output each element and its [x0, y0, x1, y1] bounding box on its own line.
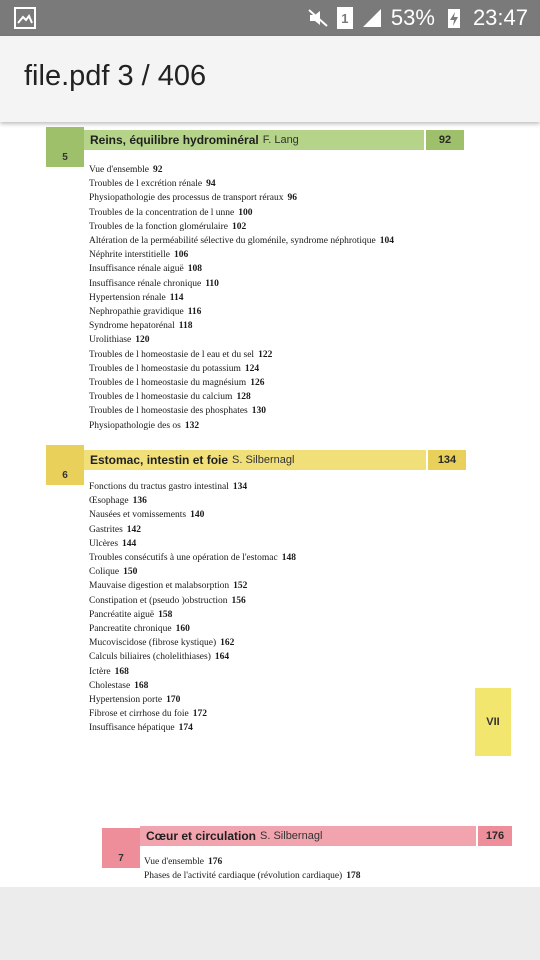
toc-entry[interactable] — [89, 693, 296, 707]
toc-entry[interactable] — [89, 305, 394, 319]
toc-entry-page: 178 — [346, 871, 361, 882]
battery-charging-icon — [443, 7, 465, 29]
chapter-number-tab: 5 — [46, 127, 84, 167]
toc-entry[interactable] — [89, 480, 296, 494]
toc-entry-page: 176 — [207, 857, 223, 867]
toc-entry[interactable] — [89, 721, 296, 735]
sim-icon: 1 — [337, 7, 353, 29]
chapter-number-tab: 7 — [102, 828, 140, 868]
toc-entry-page: 108 — [187, 264, 203, 275]
chapter-header — [84, 130, 424, 150]
toc-entry-text: Fonctions du tractus gastro intestinal — [89, 482, 229, 492]
toc-entry-text: Néphrite interstitielle — [89, 250, 170, 261]
toc-entry-page: 100 — [238, 207, 253, 218]
toc-entry[interactable] — [89, 551, 296, 565]
toc-entry[interactable] — [89, 494, 296, 508]
toc-entry[interactable] — [89, 650, 296, 664]
toc-entry-text: Insuffisance rénale chronique — [89, 278, 202, 289]
toc-entry-text: Gastrites — [89, 524, 123, 535]
chapter-title: Reins, équilibre hydrominéral — [90, 133, 259, 147]
toc-entry-page: 104 — [379, 236, 395, 247]
chapter-page-number: 92 — [426, 130, 464, 150]
toc-entry-text: Pancreatite chronique — [89, 624, 172, 635]
toc-entry-page: 174 — [178, 723, 193, 734]
toc-entry[interactable] — [89, 707, 296, 721]
toc-entry-text: Mucoviscidose (fibrose kystique) — [89, 638, 217, 649]
toc-entry[interactable] — [144, 869, 360, 883]
toc-entry-text: Troubles de l excrétion rénale — [89, 179, 203, 190]
toc-entry-text: Physiopathologie des processus de transport réraux — [89, 193, 284, 204]
chapter-title: Estomac, intestin et foie — [90, 453, 229, 467]
toc-entry[interactable] — [89, 248, 394, 262]
toc-entry-text: Ictère — [89, 666, 111, 677]
toc-entry-text: Troubles de l homeostasie de l eau et du sel — [89, 349, 255, 360]
toc-entry[interactable] — [89, 319, 394, 333]
toc-entry-text: Altération de la perméabilité sélective du gloménile, syndrome néphrotique — [89, 236, 376, 247]
toc-entry-page: 114 — [169, 292, 184, 303]
toc-entry-text: Troubles consécutifs à une opération de l'estomac — [89, 553, 278, 564]
app-bar — [0, 36, 540, 122]
toc-entry-page: 144 — [122, 538, 137, 549]
toc-entry[interactable] — [89, 262, 394, 276]
toc-entry-page: 128 — [236, 392, 251, 403]
toc-entry[interactable] — [89, 679, 296, 693]
toc-entry-page: 132 — [184, 420, 200, 431]
toc-entry-page: 94 — [206, 179, 216, 190]
toc-entry-text: Mauvaise digestion et malabsorption — [89, 581, 230, 592]
toc-entry-page: 118 — [178, 321, 193, 332]
status-icons — [307, 0, 528, 36]
toc-entry[interactable] — [89, 608, 296, 622]
toc-entry-text: Ulcères — [89, 538, 119, 549]
toc-entry-page: 148 — [281, 553, 296, 564]
toc-entry[interactable] — [89, 277, 394, 291]
toc-list — [144, 855, 360, 883]
toc-entry-page: 172 — [192, 709, 207, 720]
toc-entry-page: 160 — [175, 624, 190, 635]
toc-entry-page: 106 — [174, 250, 189, 261]
toc-entry[interactable] — [89, 565, 296, 579]
toc-entry-page: 170 — [166, 695, 181, 706]
toc-entry-text: Physiopathologie des os — [89, 420, 181, 431]
toc-entry[interactable] — [89, 636, 296, 650]
viewer-background — [0, 887, 540, 960]
chapter-page-number: 134 — [428, 450, 466, 470]
toc-entry-text: Troubles de la fonction glomérulaire — [89, 221, 228, 232]
toc-entry[interactable] — [89, 404, 394, 418]
toc-entry-text: Cholestase — [89, 680, 131, 691]
toc-entry-text: Troubles de la concentration de l unne — [89, 207, 235, 218]
toc-entry[interactable] — [89, 537, 296, 551]
toc-entry[interactable] — [89, 291, 394, 305]
toc-entry-page: 152 — [233, 581, 248, 592]
toc-entry-text: Troubles de l homeostasie du magnésium — [89, 378, 247, 389]
toc-entry-text: Syndrome hepatorénal — [89, 321, 175, 332]
toc-entry-page: 140 — [190, 510, 205, 521]
toc-entry-text: Vue d'ensemble — [89, 165, 149, 175]
battery-percent: 53% — [390, 5, 435, 30]
toc-entry-page: 150 — [123, 567, 138, 578]
toc-entry[interactable] — [89, 362, 394, 376]
gallery-icon — [14, 7, 36, 29]
chapter-header — [140, 826, 476, 846]
toc-entry-text: Insuffisance rénale aiguë — [89, 264, 184, 275]
toc-entry-text: Calculs biliaires (cholelithiases) — [89, 652, 211, 663]
status-bar — [0, 0, 540, 36]
toc-entry-page: 122 — [258, 349, 273, 360]
toc-entry-page: 116 — [187, 307, 202, 318]
toc-entry-page: 130 — [251, 406, 267, 417]
toc-entry-page: 162 — [220, 638, 235, 649]
section-side-tab: VII — [475, 688, 511, 756]
toc-entry-text: Hypertension porte — [89, 695, 163, 706]
clock: 23:47 — [472, 5, 528, 30]
toc-entry-page: 158 — [158, 609, 173, 620]
toc-entry-page: 168 — [134, 680, 149, 691]
toc-entry-text: Colique — [89, 567, 120, 578]
chapter-header — [84, 450, 426, 470]
mute-icon — [307, 7, 329, 29]
toc-entry-text: Fibrose et cirrhose du foie — [89, 709, 189, 720]
toc-entry[interactable] — [144, 855, 360, 869]
chapter-title: Cœur et circulation — [146, 829, 257, 843]
toc-entry-page: 134 — [232, 482, 248, 492]
toc-entry[interactable] — [89, 376, 394, 390]
toc-entry-text: Hypertension rénale — [89, 292, 166, 303]
toc-entry-page: 142 — [126, 524, 142, 535]
toc-entry-page: 102 — [231, 221, 247, 232]
toc-entry-page: 124 — [244, 363, 260, 374]
toc-entry-text: Insuffisance hépatique — [89, 723, 175, 734]
toc-list — [89, 480, 296, 736]
chapter-author: S. Silbernagl — [232, 454, 295, 466]
toc-entry-page: 92 — [152, 165, 163, 175]
toc-entry[interactable] — [89, 390, 394, 404]
toc-entry[interactable] — [89, 163, 394, 177]
toc-entry[interactable] — [89, 234, 394, 248]
toc-entry-text: Pancréatite aiguë — [89, 609, 155, 620]
chapter-author: F. Lang — [262, 134, 299, 146]
toc-entry-page: 156 — [231, 595, 246, 606]
toc-entry-page: 136 — [132, 496, 147, 507]
toc-entry-text: Constipation et (pseudo )obstruction — [89, 595, 228, 606]
toc-entry-text: Phases de l'activité cardiaque (révolution cardiaque) — [144, 871, 343, 882]
toc-entry-page: 120 — [135, 335, 150, 346]
toc-list — [89, 163, 394, 433]
toc-entry[interactable] — [89, 622, 296, 636]
toc-entry-text: Troubles de l homeostasie du potassium — [89, 363, 241, 374]
toc-entry[interactable] — [89, 220, 394, 234]
toc-entry[interactable] — [89, 508, 296, 522]
toc-entry-text: Œsophage — [89, 496, 129, 507]
chapter-number-tab: 6 — [46, 445, 84, 485]
toc-entry-page: 96 — [287, 193, 297, 204]
toc-entry[interactable] — [89, 206, 394, 220]
toc-entry-page: 164 — [214, 652, 230, 663]
toc-entry-text: Troubles de l homeostasie des phosphates — [89, 406, 248, 417]
toc-entry-text: Troubles de l homeostasie du calcium — [89, 392, 233, 403]
toc-entry[interactable] — [89, 594, 296, 608]
toc-entry-text: Vue d'ensemble — [144, 857, 204, 867]
toc-entry[interactable] — [89, 523, 296, 537]
toc-entry-page: 168 — [114, 666, 129, 677]
toc-entry[interactable] — [89, 348, 394, 362]
toc-entry[interactable] — [89, 419, 394, 433]
toc-entry[interactable] — [89, 191, 394, 205]
toc-entry-page: 110 — [205, 278, 219, 289]
toc-entry-text: Nausées et vomissements — [89, 510, 187, 521]
toc-entry[interactable] — [89, 333, 394, 347]
toc-entry[interactable] — [89, 177, 394, 191]
document-title: file.pdf 3 / 406 — [24, 60, 207, 92]
chapter-page-number: 176 — [478, 826, 512, 846]
toc-entry[interactable] — [89, 579, 296, 593]
toc-entry[interactable] — [89, 665, 296, 679]
toc-entry-text: Nephropathie gravidique — [89, 307, 184, 318]
toc-entry-text: Urolithiase — [89, 335, 132, 346]
signal-icon — [361, 7, 383, 29]
chapter-author: S. Silbernagl — [260, 830, 323, 842]
toc-entry-page: 126 — [250, 378, 265, 389]
